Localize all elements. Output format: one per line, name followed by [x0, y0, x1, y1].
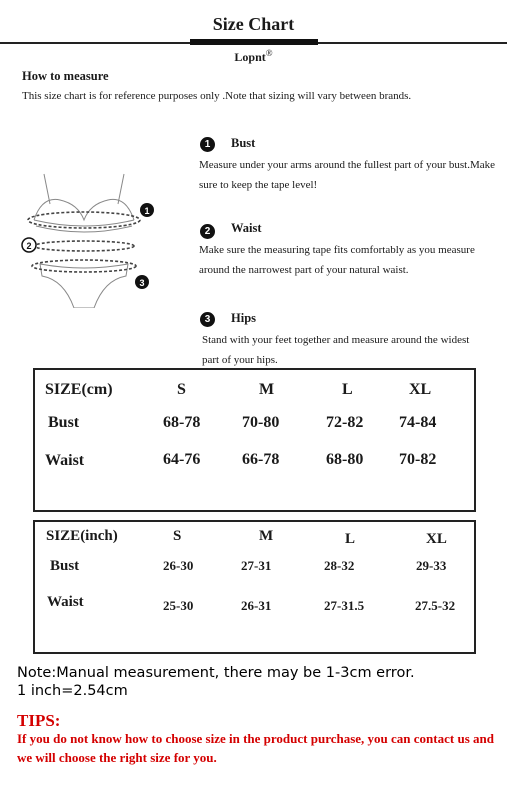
hips-heading: Hips — [231, 311, 257, 325]
table-cell: 68-80 — [326, 451, 364, 468]
note-line-2: 1 inch=2.54cm — [17, 683, 128, 699]
left-strap — [44, 174, 50, 204]
row-label-waist: Waist — [47, 594, 84, 610]
registered-mark: ® — [265, 48, 273, 58]
row-label-bust: Bust — [50, 558, 80, 574]
table-cell: 66-78 — [242, 451, 280, 468]
table-cell: 64-76 — [163, 451, 201, 468]
table-header-m: M — [259, 381, 275, 398]
measurement-note — [17, 664, 415, 700]
bra-cups — [34, 199, 134, 220]
table-cell: 70-80 — [242, 414, 280, 431]
table-header-s: S — [177, 381, 186, 398]
svg-text:1: 1 — [144, 206, 150, 216]
step-2-icon: 2 — [200, 224, 215, 239]
table-cell: 27-31.5 — [324, 598, 365, 613]
table-cell: 26-30 — [163, 558, 194, 573]
table-cell: 68-78 — [163, 414, 201, 431]
table-cell: 27-31 — [241, 558, 272, 573]
right-strap — [118, 174, 124, 204]
table-header-label: SIZE(cm) — [45, 381, 113, 398]
table-cell: 26-31 — [241, 598, 272, 613]
table-header-xl: XL — [409, 381, 432, 398]
hips-instructions: Stand with your feet together and measure around the widest part of your hips. — [202, 334, 470, 366]
table-header-m: M — [259, 528, 274, 544]
tips-heading: TIPS: — [17, 711, 61, 730]
intro-text: This size chart is for reference purposes only .Note that sizing will vary between brands. — [22, 90, 412, 102]
note-line-1: Note:Manual measurement, there may be 1-3cm error. — [17, 665, 415, 681]
row-label-bust: Bust — [48, 414, 80, 431]
bust-heading: Bust — [231, 136, 256, 150]
step-1-icon: 1 — [200, 137, 215, 152]
table-cell: 70-82 — [399, 451, 437, 468]
table-cell: 25-30 — [163, 598, 194, 613]
svg-text:2: 2 — [26, 241, 32, 251]
table-header-l: L — [342, 381, 353, 398]
svg-text:3: 3 — [139, 278, 145, 288]
step-3-icon: 3 — [200, 312, 215, 327]
header-accent-bar — [190, 39, 318, 45]
row-label-waist: Waist — [45, 452, 85, 469]
bust-instructions: Measure under your arms around the fullest part of your bust.Make sure to keep the tape level! — [199, 159, 496, 191]
table-cell: 74-84 — [399, 414, 437, 431]
table-cell: 27.5-32 — [415, 598, 456, 613]
section-heading: How to measure — [22, 69, 109, 83]
brand-name — [0, 48, 507, 65]
table-header-l: L — [345, 531, 356, 547]
waist-heading: Waist — [231, 221, 262, 235]
table-cell: 29-33 — [416, 558, 447, 573]
brand-label: Lopnt — [234, 50, 266, 64]
table-header-label: SIZE(inch) — [46, 528, 118, 544]
page-title: Size Chart — [212, 14, 295, 34]
waist-instructions: Make sure the measuring tape fits comfortably as you measure around the narrowest part of your natural waist. — [199, 244, 475, 276]
hips-tape — [32, 260, 136, 272]
table-cell: 28-32 — [324, 558, 355, 573]
table-header-s: S — [173, 528, 182, 544]
table-cell: 72-82 — [326, 414, 364, 431]
bikini-illustration — [14, 168, 164, 308]
waist-tape — [34, 241, 134, 251]
tips-text: If you do not know how to choose size in the product purchase, you can contact us and we will choose the right size for you. — [17, 731, 494, 765]
table-header-xl: XL — [426, 531, 447, 547]
